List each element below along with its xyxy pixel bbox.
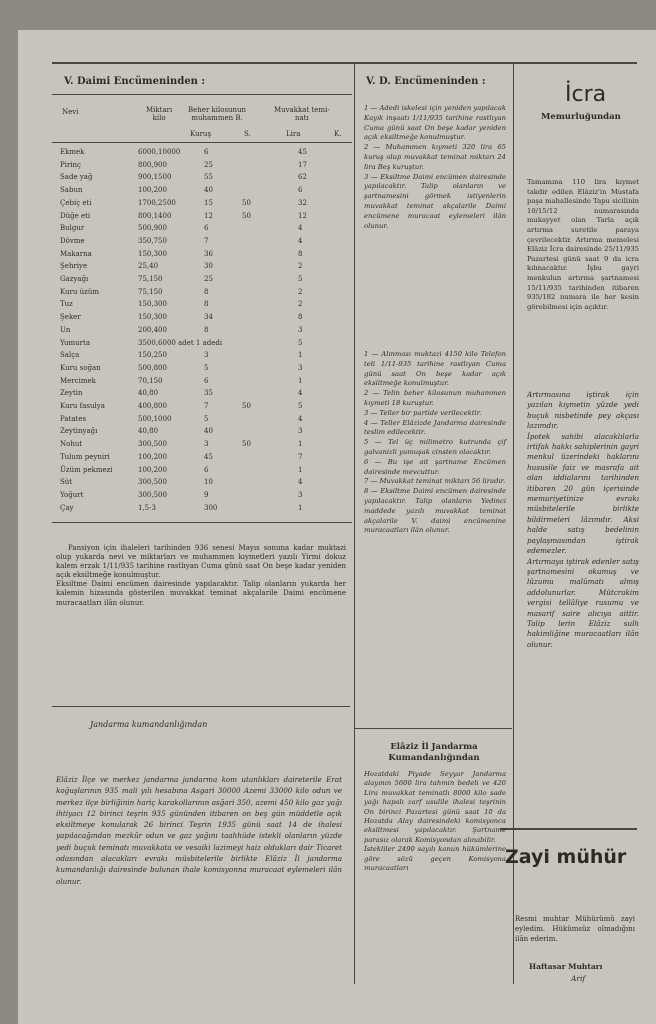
cell-s: 50 xyxy=(242,402,251,410)
cell-nevi: Sabun xyxy=(60,186,83,195)
cell-miktar: 800,900 xyxy=(138,160,167,169)
table-row xyxy=(52,262,352,272)
cell-lira: 2 xyxy=(298,262,303,271)
table-row xyxy=(52,377,352,387)
cell-nevi: Tulum peyniri xyxy=(60,452,110,461)
cell-kurus: 25 xyxy=(204,160,213,169)
cell-nevi: Zeytinyağı xyxy=(60,427,98,436)
cell-miktar: 150,250 xyxy=(138,351,167,360)
cell-lira: 3 xyxy=(298,325,303,334)
header-miktari: Miktarı kilo xyxy=(146,106,173,122)
middle-jandarma-title: Elâziz İl Jandarma Kumandanlığından xyxy=(388,742,480,763)
cell-nevi: Un xyxy=(60,325,71,334)
icra-text-2: Artırmasına iştirak için yazılan kıymetin yüzde yedi buçuk nisbetinde pey akçası lazımdır. İpotek sahibi alacaklılarla irtifak hakkı sahiplerinin gayri menkul üzerindeki haklarını hususile faiz ve masrafa ait olan iddialarını tarihinden itibaren 20 gün içerisinde memuriyetinize evrakı müsbitelerile birlikte bildirmeleri lâzımdır. Aksi halde satış bedelinin paylaşmasından iştirak edemezler. Artırmaya iştirak edenler satış şartnamesini okumuş ve lüzumu malûmatı almış addolunurlar. Mütcrakim vergisi tellâliye rusumu ve masarif saire alıcıya aittir. Talip lerin Elâziz sulh hakimliğine muracaatları ilân olunur. xyxy=(527,390,639,649)
cell-lira: 8 xyxy=(298,249,303,258)
table-row xyxy=(52,364,352,374)
table-row xyxy=(52,186,352,196)
cell-miktar: 350,750 xyxy=(138,236,167,245)
cell-lira: 45 xyxy=(298,148,307,156)
cell-kurus: 36 xyxy=(204,249,213,258)
cell-kurus: 35 xyxy=(204,389,213,398)
zayi-signature-1: Haftasar Muhtarı xyxy=(529,962,603,971)
zayi-signature-2: Arif xyxy=(571,974,586,983)
cell-nevi: Nohut xyxy=(60,440,83,449)
cell-nevi: Süt xyxy=(60,478,73,487)
table-row xyxy=(52,161,352,171)
cell-kurus: 300 xyxy=(204,503,218,512)
cell-miktar: 150,300 xyxy=(138,249,167,258)
cell-kurus: 6 xyxy=(204,376,209,385)
cell-kurus: 10 xyxy=(204,478,213,487)
table-bottom-rule xyxy=(52,522,352,523)
table-row xyxy=(52,313,352,323)
cell-miktar: 900,1500 xyxy=(138,173,172,182)
cell-lira: 4 xyxy=(298,236,303,245)
cell-kurus: 15 xyxy=(204,198,213,207)
middle-text-1: 1 — Adedi iskelesi için yeniden yapılacak Kayık inşaatı 1/11/935 tarihine rastlıyan Cuma günü saat On beşe kadar yeniden açık eksiltmeğe konulmuştur. 2 — Muhammen kıymeti 320 lira 65 kuruş olup muvakkat teminat miktarı 24 lira Beş kuruştur. 3 — Eksiltme Daimi encümen dairesinde yapılacaktır. Talip olanların ve şartnamesini görmek istiyenlerin muvakkat teminat akçalarile Daimi encümene muracaat eylemeleri ilân olunur. xyxy=(364,104,506,230)
cell-lira: 8 xyxy=(298,313,303,322)
cell-nevi: Şeker xyxy=(60,313,81,322)
middle-text-2: 1 — Alınması muktazi 4150 kilo Telefon teli 1/11-935 tarihine rastlıyan Cuma günü saat On beşe kadar açık eksiltmeğe konulmuştur. 2 — Telin beher kilosunun muhammen kıymeti 18 kuruştur. 3 — Teller bir partide verilecektir. 4 — Teller Elâzizde Jandarma dairesinde teslim edilecektir. 5 — Tel üç milimetro kutrunda çif galvanizli yumuşak cinsten olacaktır. 6 — Bu işe ait şartname Encümen dairesinde mevcuttur. 7 — Muvakkat teminat miktarı 56 liradır. 8 — Eksiltme Daimi encümen dairesinde yapılacaktır. Talip olanların Yedinci maddede yazılı muvakkat teminat akçalarile V. daimi encümenine muracaatları ilân olunur. xyxy=(364,350,506,535)
header-beher: Beher kilosunun muhammen B. xyxy=(188,106,247,122)
cell-nevi: Yumurta xyxy=(60,338,90,347)
cell-miktar: 500,800 xyxy=(138,363,167,372)
cell-lira: 7 xyxy=(298,452,303,461)
table-row xyxy=(52,491,352,501)
table-row xyxy=(52,453,352,463)
cell-nevi: Düğe eti xyxy=(60,211,91,220)
cell-lira: 17 xyxy=(298,160,307,169)
cell-nevi: Sade yağ xyxy=(60,173,93,182)
header-nevi: Nevi xyxy=(62,108,79,116)
cell-nevi: Dövme xyxy=(60,236,85,245)
zayi-title: Zayi mühür xyxy=(505,846,627,868)
cell-s: 50 xyxy=(242,211,251,220)
erzak-table xyxy=(52,148,352,518)
cell-miktar: 3500,6000 adet 1 adedi xyxy=(138,338,223,347)
cell-nevi: Üzüm pekmezi xyxy=(60,465,113,474)
cell-kurus: 6 xyxy=(204,148,209,156)
cell-nevi: Salça xyxy=(60,351,80,360)
cell-nevi: Kuru soğan xyxy=(60,363,101,372)
left-column xyxy=(52,66,352,976)
col-divider-1 xyxy=(354,64,355,984)
table-row xyxy=(52,224,352,234)
cell-kurus: 30 xyxy=(204,262,213,271)
table-header-rule-top xyxy=(52,94,352,95)
cell-lira: 1 xyxy=(298,465,303,474)
cell-miktar: 300,500 xyxy=(138,490,167,499)
cell-kurus: 6 xyxy=(204,465,209,474)
top-rule xyxy=(52,62,637,64)
header-s: S. xyxy=(244,130,251,138)
cell-miktar: 500,1000 xyxy=(138,414,172,423)
table-row xyxy=(52,199,352,209)
cell-miktar: 800,1400 xyxy=(138,211,172,220)
cell-lira: 5 xyxy=(298,402,303,410)
cell-lira: 4 xyxy=(298,224,303,233)
cell-miktar: 75,150 xyxy=(138,275,163,283)
cell-lira: 3 xyxy=(298,427,303,436)
table-header-rule-bottom xyxy=(52,142,352,143)
icra-text: Tamamına 110 lira kıymet takdir edilen Elâziz'in Mustafa paşa mahallesinde Tapu sicilinin 10/15/12 numarasında mukayyet olan Tarla açık artırma suretile paraya çevrilecektir. Artırma memelesi Eläziz İcra dairesinde 25/11/935 Pazartesi günü saat 9 da icra kılınacaktır. İşbu gayri menkulun artırma şartnamesi 15/11/935 tarihinden itibaren 935/182 numara ile her kesin görebilmesi için açıktır. xyxy=(527,178,639,311)
icra-subtitle: Memurluğundan xyxy=(541,112,621,122)
cell-miktar: 150,300 xyxy=(138,313,167,322)
cell-miktar: 400,800 xyxy=(138,402,167,410)
header-lira: Lira xyxy=(286,130,301,138)
jandarma-title: Jandarma kumandanlığından xyxy=(90,720,208,729)
cell-kurus: 6 xyxy=(204,224,209,233)
cell-nevi: Mercimek xyxy=(60,376,96,385)
cell-miktar: 300,500 xyxy=(138,440,167,449)
cell-kurus: 5 xyxy=(204,414,209,423)
cell-kurus: 55 xyxy=(204,173,213,182)
cell-nevi: Kuru fasulya xyxy=(60,402,105,410)
cell-kurus: 12 xyxy=(204,211,213,220)
cell-nevi: Patates xyxy=(60,414,87,423)
cell-lira: 3 xyxy=(298,490,303,499)
cell-nevi: Çay xyxy=(60,503,74,512)
cell-nevi: Çebiç eti xyxy=(60,198,92,207)
middle-jandarma-text: Hozatdaki Piyade Seyyar Jandarma alayının 5600 lira tahmin bedeli ve 420 Lira muvakkat teminatlı 8000 kilo sade yağı hapalı zarf usulile ihalesi teşrinin On birinci Pazartesi günü saat 10 da Hozatda Alay dairesindeki komisyonca eksiltmesi yapılacaktır. Şartname parasız olarak Komisyondan alınabilir. İstekliler 2490 sayılı kanun hükümlerine göre sözü geçen Komisyona muracaatları xyxy=(364,770,506,873)
cell-kurus: 3 xyxy=(204,351,209,360)
cell-nevi: Yoğurt xyxy=(60,490,84,499)
table-row xyxy=(52,173,352,183)
table-row xyxy=(52,326,352,336)
middle-title: V. D. Encümeninden : xyxy=(366,76,486,87)
table-row xyxy=(52,415,352,425)
cell-lira: 12 xyxy=(298,211,307,220)
cell-miktar: 150,300 xyxy=(138,300,167,309)
cell-nevi: Kuru üzüm xyxy=(60,287,100,296)
cell-miktar: 1,5-3 xyxy=(138,503,156,512)
left-title: V. Daimi Encümeninden : xyxy=(64,76,206,87)
cell-nevi: Pirinç xyxy=(60,160,81,169)
table-row xyxy=(52,466,352,476)
cell-nevi: Makarna xyxy=(60,249,92,258)
cell-nevi: Tuz xyxy=(60,300,73,309)
cell-kurus: 40 xyxy=(204,427,213,436)
cell-kurus: 34 xyxy=(204,313,213,322)
cell-kurus: 8 xyxy=(204,287,209,296)
cell-miktar: 300,500 xyxy=(138,478,167,487)
header-muvakkat: Muvakkat temi- natı xyxy=(274,106,330,122)
table-row xyxy=(52,440,352,450)
cell-kurus: 7 xyxy=(204,402,209,410)
cell-kurus: 25 xyxy=(204,275,213,283)
middle-column xyxy=(358,66,510,976)
cell-kurus: 9 xyxy=(204,490,209,499)
table-row xyxy=(52,351,352,361)
cell-lira: 1 xyxy=(298,503,303,512)
cell-kurus: 8 xyxy=(204,300,209,309)
cell-lira: 32 xyxy=(298,198,307,207)
cell-miktar: 100,200 xyxy=(138,186,167,195)
table-row xyxy=(52,427,352,437)
cell-lira: 1 xyxy=(298,351,303,360)
cell-kurus: 7 xyxy=(204,236,209,245)
table-row xyxy=(52,237,352,247)
cell-kurus: 3 xyxy=(204,440,209,449)
table-row xyxy=(52,402,352,412)
cell-miktar: 100,200 xyxy=(138,465,167,474)
cell-nevi: Zeytin xyxy=(60,389,83,398)
cell-s: 50 xyxy=(242,440,251,449)
cell-lira: 3 xyxy=(298,363,303,372)
icra-title: İcra xyxy=(565,82,607,107)
cell-miktar: 75,150 xyxy=(138,287,163,296)
cell-lira: 4 xyxy=(298,389,303,398)
cell-lira: 1 xyxy=(298,376,303,385)
table-row xyxy=(52,250,352,260)
cell-nevi: Ekmek xyxy=(60,148,85,156)
table-row xyxy=(52,339,352,349)
table-row xyxy=(52,478,352,488)
table-row xyxy=(52,212,352,222)
cell-miktar: 40,80 xyxy=(138,389,159,398)
cell-lira: 2 xyxy=(298,300,303,309)
cell-nevi: Bulgur xyxy=(60,224,85,233)
table-row xyxy=(52,504,352,514)
table-row xyxy=(52,288,352,298)
cell-lira: 62 xyxy=(298,173,307,182)
left-notice-text: Pansiyon için ihaleleri tarihinden 936 senesi Mayıs sonuna kadar muktazi olup yukarda nevi ve miktarları ve muhammen kıymetleri yazılı Yirmi dokuz kalem erzak 1/11/935 tarihine rastlıyan Cuma günü saat On beşe kadar yeniden açık eksiltmeğe konulmuştur. Eksiltme Daimi encümen dairesinde yapılacaktır. Talip olanların yukarda her kalemin hizasında gösterilen muvakkat teminat akçalarile Daimi encümene muracaatları ilân olunur. xyxy=(56,544,346,607)
right-column xyxy=(505,66,639,983)
cell-lira: 5 xyxy=(298,275,303,283)
cell-lira: 5 xyxy=(298,338,303,347)
table-row xyxy=(52,148,352,158)
cell-kurus: 5 xyxy=(204,363,209,372)
jandarma-text: Elâziz İlçe ve merkez jandarma jandarma kom utanlıkları daireterile Erat koğuşlarının 935 mali yılı hesabına Asgari 30000 Azemi 33000 kilo odun ve merkez ilçe birliğinin hariç karakollarının asğari 350, azemi 450 kilo gaz yağı ihtiyacı 12 birinci teşrin 935 gününden itibaren on beş gün müddetle açık eksiltmeye konularak 26 birinci Teşrin 1935 günü saat 14 de ihalesi yapılacağından mezkûr odun ve gaz yağını taahhüde istekli olanların yüzde yedi buçuk teminatı muvakkata ve vesaiki lazimeyi haiz oldukları dair Ticaret odasından alacakları evrakı müsbitelerile birlikte Elâziz İl jandarma kumandanlığı dairesinde bulunan ihale komisyonna muracaat eylemeleri ilân olunur. xyxy=(56,775,342,886)
cell-kurus: 40 xyxy=(204,186,213,195)
cell-kurus: 45 xyxy=(204,452,213,461)
cell-miktar: 200,400 xyxy=(138,325,167,334)
cell-lira: 6 xyxy=(298,186,303,195)
cell-miktar: 70,150 xyxy=(138,376,163,385)
cell-miktar: 1700,2500 xyxy=(138,198,176,207)
cell-lira: 1 xyxy=(298,440,303,449)
left-notice xyxy=(56,544,346,608)
table-row xyxy=(52,275,352,285)
cell-nevi: Şehriye xyxy=(60,262,88,271)
zayi-text: Resmi muhtar Mühürümü zayi eyledim. Hükümsüz olmadığını ilân ederim. xyxy=(515,915,635,943)
cell-kurus: 8 xyxy=(204,325,209,334)
cell-nevi: Gazyağı xyxy=(60,275,89,283)
header-k: K. xyxy=(334,130,342,138)
cell-lira: 2 xyxy=(298,287,303,296)
cell-miktar: 25,40 xyxy=(138,262,159,271)
table-row xyxy=(52,389,352,399)
cell-lira: 4 xyxy=(298,414,303,423)
cell-lira: 4 xyxy=(298,478,303,487)
cell-s: 50 xyxy=(242,198,251,207)
cell-miktar: 100,200 xyxy=(138,452,167,461)
header-kurus: Kuruş xyxy=(190,130,212,138)
cell-miktar: 6000,10000 xyxy=(138,148,181,156)
cell-miktar: 40,80 xyxy=(138,427,159,436)
cell-miktar: 500,900 xyxy=(138,224,167,233)
table-row xyxy=(52,300,352,310)
